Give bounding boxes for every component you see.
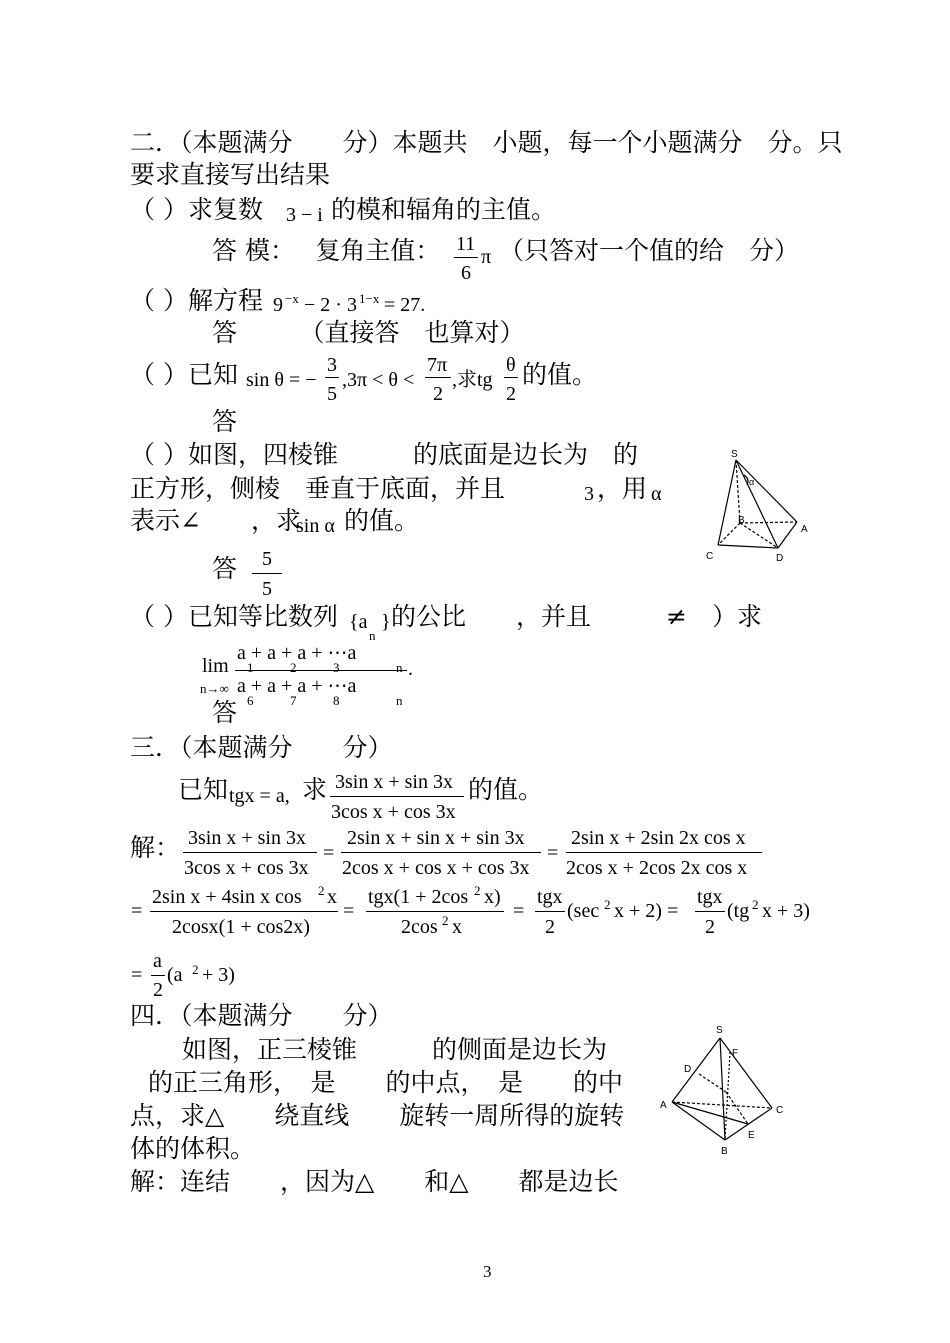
s3-step7-bar: [695, 911, 725, 912]
s3-frac-num: 3sin x + sin 3x: [335, 771, 453, 793]
s3-step5-den-sup: 2: [442, 913, 449, 928]
s3-step6-rest2: x + 2) =: [614, 900, 679, 922]
q5-label: （ ）已知等比数列: [130, 602, 338, 631]
q5-den-sub-7: 7: [290, 693, 297, 708]
fig2-label-b: B: [721, 1146, 728, 1157]
s3-frac-den: 3cos x + cos 3x: [331, 801, 456, 823]
fig1-label-s: S: [731, 449, 738, 460]
q3-sin: sin θ = −: [246, 369, 317, 391]
pyramid-figure-1: [700, 445, 820, 565]
q5-den-sub-n: n: [396, 693, 403, 708]
q5-numerator: a + a + a + ⋯a: [237, 642, 357, 664]
s3-step2-den: 2cos x + cos x + cos 3x: [342, 857, 530, 879]
q2-term-1: 9: [273, 294, 283, 316]
s3-given: 已知: [178, 775, 229, 804]
s3-step2-num: 2sin x + sin x + sin 3x: [347, 827, 525, 849]
s4-line-5: 解：连结 ，因为△ 和△ 都是边长: [130, 1167, 619, 1196]
q4-line-3: 表示∠ ，求: [130, 506, 301, 535]
q4-alpha: α: [651, 483, 662, 505]
q3-frac1-num: 3: [327, 354, 337, 376]
q5-text: 的公比 ，并且 ≠ ）求: [391, 602, 762, 631]
s3-step4-bar: [150, 911, 338, 912]
q1-answer-denominator: 6: [461, 262, 471, 284]
q1-answer-numerator: 11: [456, 233, 476, 255]
q2-exponent-1: −x: [285, 291, 299, 306]
q4-answer-bar: [252, 573, 282, 574]
s3-step2-bar: [341, 852, 541, 853]
q5-seq: {a: [349, 611, 368, 633]
q3-label: （ ）已知: [130, 360, 238, 389]
q5-num-sub-n: n: [396, 660, 403, 675]
q5-den-sub-6: 6: [247, 693, 254, 708]
q5-seq-sub: n: [369, 628, 376, 643]
s3-final-num: a: [153, 950, 162, 972]
s3-final-den: 2: [153, 979, 163, 1001]
s3-step7-den: 2: [705, 916, 715, 938]
q3-frac3-den: 2: [506, 383, 516, 405]
s3-step7-num: tgx: [697, 886, 723, 908]
q5-num-sub-2: 2: [290, 660, 297, 675]
q2-exponent-2: 1−x: [359, 291, 380, 306]
s3-tail: 的值。: [468, 775, 544, 804]
fig2-label-a: A: [660, 1100, 667, 1111]
q2-label: （ ）解方程: [130, 286, 263, 315]
q4-line-2: 正方形，侧棱 垂直于底面，并且: [130, 474, 506, 503]
q3-frac2-bar: [425, 377, 451, 378]
s3-step3-den: 2cos x + 2cos 2x cos x: [566, 857, 748, 879]
s3-step6-rest: (sec: [567, 900, 600, 922]
q5-answer: 答: [212, 698, 238, 727]
fig1-label-c: C: [706, 551, 714, 562]
q5-lim-sub: n→∞: [200, 681, 229, 696]
q5-lim: lim: [202, 655, 229, 677]
fig2-label-s: S: [716, 1025, 723, 1036]
s3-step4-num2: x: [327, 886, 337, 908]
section-2-heading: 二．（本题满分 分）本题共 小题，每一个小题满分 分。只: [130, 128, 843, 157]
s3-tg: tgx = a,: [229, 785, 290, 807]
fig2-label-f: F: [732, 1048, 739, 1059]
fig2-label-e: E: [748, 1130, 755, 1141]
s3-step1-num: 3sin x + sin 3x: [188, 827, 306, 849]
q5-denominator: a + a + a + ⋯a: [237, 675, 357, 697]
q3-text: 的值。: [522, 360, 598, 389]
q3-frac2-den: 2: [433, 383, 443, 405]
s3-step7-sup: 2: [752, 897, 759, 912]
s4-line-4: 体的体积。: [130, 1134, 256, 1163]
s3-step5-den2: x: [452, 916, 462, 938]
q1-answer-note: （只答对一个值的给 分）: [499, 236, 800, 265]
s3-step6-sup: 2: [604, 897, 611, 912]
q3-tg: ,求tg: [452, 369, 493, 391]
fig1-label-d: D: [776, 553, 784, 564]
s3-frac-bar: [330, 796, 464, 797]
s3-step5-den: 2cos: [401, 916, 438, 938]
s3-eq-1: =: [323, 842, 335, 864]
q5-seq-close: }: [381, 611, 391, 633]
pyramid-figure-2: [650, 1020, 800, 1160]
s3-solution-label: 解：: [130, 833, 181, 862]
q5-num-sub-1: 1: [247, 660, 254, 675]
s3-final-sup: 2: [192, 962, 199, 977]
fig2-label-c: C: [776, 1105, 784, 1116]
q4-line-2b: ，用: [597, 474, 648, 503]
page-number: 3: [483, 1262, 492, 1281]
q1-fraction-bar: [454, 257, 478, 258]
section-4-heading: 四．（本题满分 分）: [130, 1001, 393, 1030]
q3-frac1-den: 5: [327, 383, 337, 405]
q1-label: （ ）求复数: [130, 195, 263, 224]
fig1-label-a: A: [801, 524, 808, 535]
q3-answer: 答: [212, 407, 238, 436]
fig1-label-b: B: [738, 515, 745, 526]
s3-step5-num: tgx(1 + 2cos: [368, 886, 469, 908]
q4-line-3b: 的值。: [344, 506, 420, 535]
s3-step1-bar: [183, 852, 317, 853]
q3-inequality: ,3π < θ <: [342, 369, 415, 391]
s3-step6-num: tgx: [537, 886, 563, 908]
q1-answer-label: 答 模： 复角主值：: [212, 236, 441, 265]
s3-eq-3: =: [131, 900, 143, 922]
q5-den-sub-8: 8: [333, 693, 340, 708]
q4-answer-label: 答: [212, 554, 238, 583]
s3-step7-rest2: x + 3): [762, 900, 810, 922]
q4-sqrt-3: 3: [584, 483, 594, 505]
q4-sin-alpha: sin α: [296, 515, 335, 537]
section-2-instruction: 要求直接写出结果: [130, 160, 331, 189]
s3-final-rest2: + 3): [202, 964, 235, 986]
fig2-label-d: D: [684, 1064, 692, 1075]
s4-line-3: 点，求△ 绕直线 旋转一周所得的旋转: [130, 1101, 625, 1130]
q1-expression: 3 − i: [286, 204, 323, 226]
s3-step5-num2: x): [484, 886, 501, 908]
s3-step6-bar: [535, 911, 565, 912]
s3-step3-bar: [566, 852, 762, 853]
q3-frac2-num: 7π: [427, 354, 448, 376]
fig1-label-alpha: α: [749, 477, 755, 487]
q4-answer-den: 5: [262, 578, 272, 600]
q4-answer-num: 5: [262, 548, 272, 570]
q4-line-1: （ ）如图，四棱锥 的底面是边长为 的: [130, 440, 638, 469]
s3-step6-den: 2: [545, 916, 555, 938]
section-3-heading: 三．（本题满分 分）: [130, 733, 393, 762]
s3-eq-4: =: [343, 900, 355, 922]
s3-step1-den: 3cos x + cos 3x: [184, 857, 309, 879]
s3-qiu: 求: [302, 775, 328, 804]
s3-step5-sup: 2: [474, 883, 481, 898]
s4-line-2: 的正三角形， 是 的中点， 是 的中: [148, 1068, 624, 1097]
q1-answer-pi: π: [481, 246, 492, 268]
q5-period: .: [408, 658, 413, 680]
q2-answer: 答 （直接答 也算对）: [212, 318, 525, 347]
q3-frac3-bar: [504, 377, 518, 378]
s3-step5-bar: [366, 911, 504, 912]
s4-line-1: 如图，正三棱锥 的侧面是边长为: [182, 1035, 608, 1064]
s3-final-rest: (a: [167, 964, 183, 986]
q3-frac3-num: θ: [506, 354, 516, 376]
s3-step7-rest: (tg: [727, 900, 750, 922]
q2-term-2: − 2 · 3: [304, 294, 357, 316]
s3-step3-num: 2sin x + 2sin 2x cos x: [571, 827, 746, 849]
s3-eq-5: =: [513, 900, 525, 922]
q5-fraction-bar: [235, 670, 407, 671]
s3-step4-den: 2cosx(1 + cos2x): [172, 916, 310, 938]
q5-num-sub-3: 3: [333, 660, 340, 675]
q3-frac1-bar: [325, 377, 339, 378]
s3-step4-sup: 2: [318, 883, 325, 898]
s3-step4-num: 2sin x + 4sin x cos: [152, 886, 302, 908]
q1-text: 的模和辐角的主值。: [331, 195, 557, 224]
s3-eq-2: =: [547, 842, 559, 864]
s3-eq-6: =: [131, 964, 143, 986]
s3-final-bar: [151, 975, 165, 976]
q2-term-3: = 27.: [384, 294, 426, 316]
